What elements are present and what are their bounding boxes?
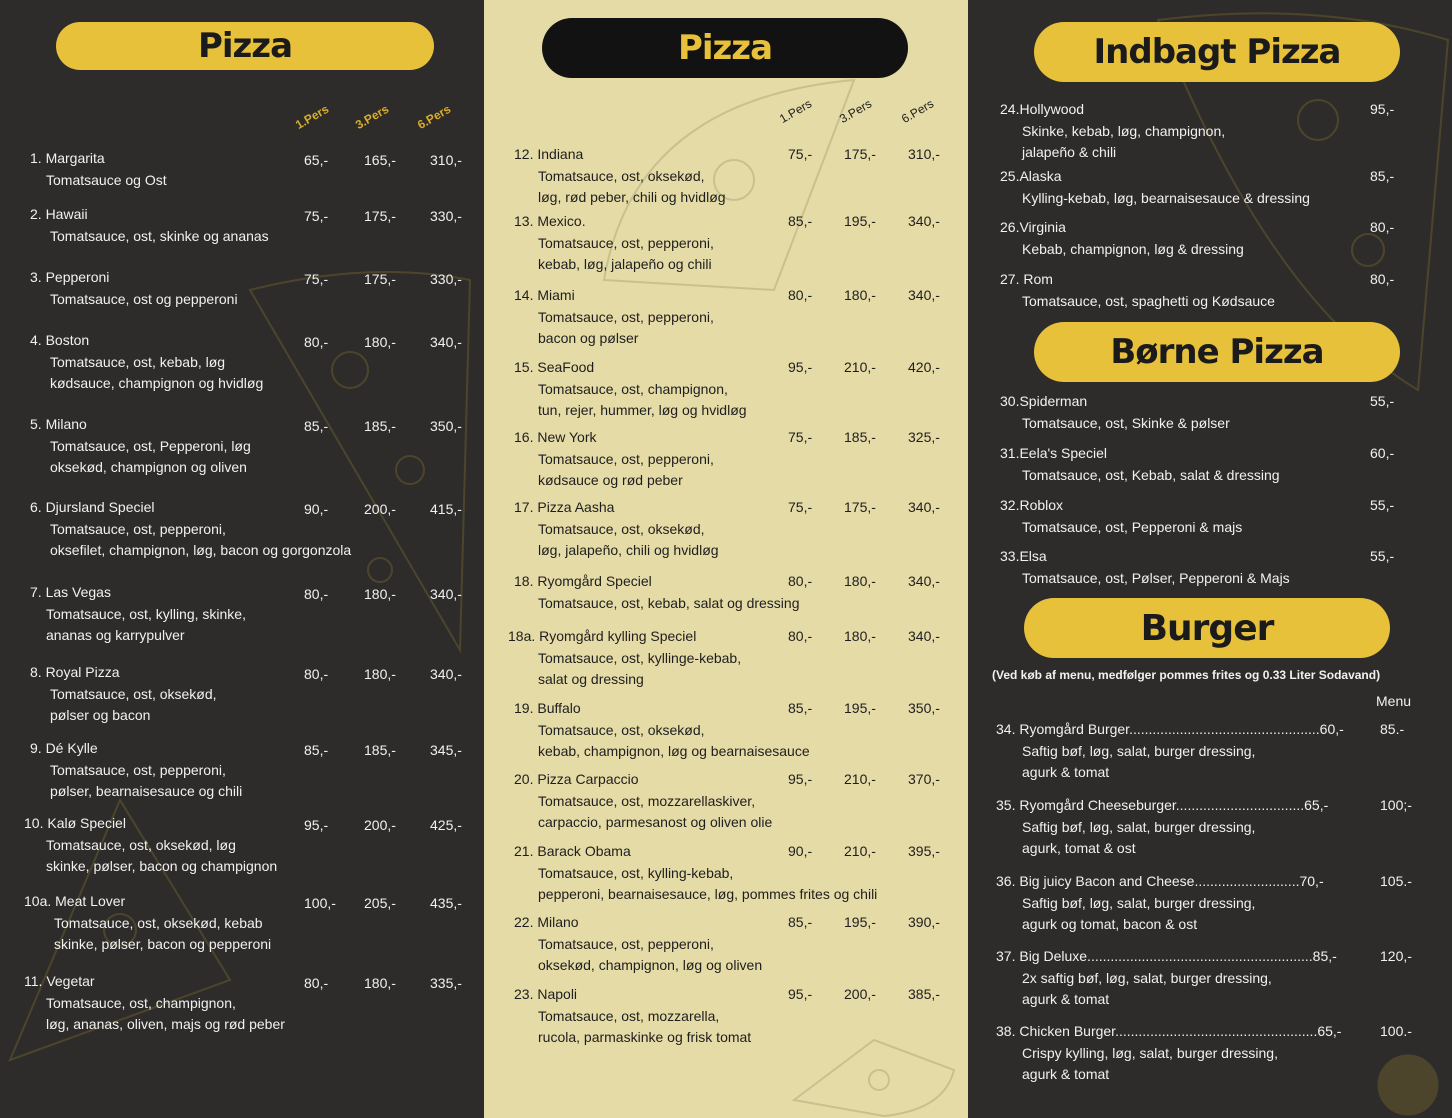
menu-item-price: 175,- (364, 271, 396, 287)
menu-item-price: 200,- (364, 501, 396, 517)
header-6-pers: 6.Pers (899, 96, 937, 126)
menu-item-description: Tomatsauce, ost, Skinke & pølser (1022, 415, 1230, 431)
menu-item-price: 175,- (364, 208, 396, 224)
menu-item-description: Tomatsauce, ost, kebab, løg (50, 354, 226, 370)
menu-item-price: 195,- (844, 914, 876, 930)
menu-item-price: 80,- (788, 573, 813, 589)
menu-item-description: Tomatsauce, ost, oksekød, (50, 686, 217, 702)
menu-item-price: 85,- (304, 742, 329, 758)
menu-item-description: kebab, løg, jalapeño og chili (538, 256, 712, 272)
menu-item-price: 210,- (844, 771, 876, 787)
menu-item-description: agurk og tomat, bacon & ost (1022, 916, 1198, 932)
menu-item-name: 18a. Ryomgård kylling Speciel (508, 628, 697, 644)
menu-item-description: Tomatsauce, ost, champignon, (46, 995, 236, 1011)
menu-item-description: agurk & tomat (1022, 991, 1110, 1007)
menu-price: 120,- (1380, 948, 1412, 964)
menu-item-price: 185,- (364, 418, 396, 434)
burger-item-name: 38. Chicken Burger....................................................65,- (996, 1023, 1342, 1039)
menu-item-name: 26.Virginia (1000, 219, 1066, 235)
menu-item-price: 100,- (304, 895, 336, 911)
menu-item-description: carpaccio, parmesanost og oliven olie (538, 814, 773, 830)
menu-item-price: 80,- (1370, 219, 1395, 235)
menu-item-description: skinke, pølser, bacon og champignon (46, 858, 278, 874)
menu-item-name: 30.Spiderman (1000, 393, 1088, 409)
pizza-slice-sketch-icon (1358, 1040, 1452, 1118)
menu-item-price: 180,- (364, 334, 396, 350)
menu-item-price: 80,- (304, 975, 329, 991)
menu-item-description: pepperoni, bearnaisesauce, løg, pommes frites og chili (538, 886, 878, 902)
menu-item-name: 22. Milano (514, 914, 579, 930)
menu-item-price: 435,- (430, 895, 462, 911)
menu-item-name: 6. Djursland Speciel (30, 499, 155, 515)
menu-item-description: Tomatsauce, ost og pepperoni (50, 291, 238, 307)
menu-item-description: Tomatsauce, ost, oksekød, (538, 168, 705, 184)
menu-item-name: 31.Eela's Speciel (1000, 445, 1107, 461)
menu-item-price: 385,- (908, 986, 940, 1002)
header-3-pers: 3.Pers (837, 96, 875, 126)
menu-item-description: skinke, pølser, bacon og pepperoni (54, 936, 272, 952)
menu-item-name: 7. Las Vegas (30, 584, 111, 600)
menu-item-price: 85,- (788, 213, 813, 229)
menu-item-price: 180,- (844, 573, 876, 589)
menu-item-description: Tomatsauce, ost, oksekød, (538, 521, 705, 537)
menu-item-description: Tomatsauce, ost, pepperoni, (538, 451, 714, 467)
menu-item-description: rucola, parmaskinke og frisk tomat (538, 1029, 752, 1045)
menu-item-name: 25.Alaska (1000, 168, 1062, 184)
header-1-pers: 1.Pers (293, 101, 332, 132)
pizza-slice-sketch-icon (784, 1030, 964, 1118)
burger-item-name: 36. Big juicy Bacon and Cheese...........................70,- (996, 873, 1324, 889)
menu-item-description: løg, ananas, oliven, majs og rød peber (46, 1016, 285, 1032)
menu-item-price: 55,- (1370, 548, 1395, 564)
menu-item-description: løg, jalapeño, chili og hvidløg (538, 542, 719, 558)
menu-item-description: Tomatsauce, ost, pepperoni, (50, 521, 226, 537)
menu-item-name: 3. Pepperoni (30, 269, 110, 285)
menu-item-price: 75,- (304, 208, 329, 224)
menu-item-price: 210,- (844, 843, 876, 859)
menu-item-price: 75,- (788, 429, 813, 445)
menu-item-price: 180,- (364, 666, 396, 682)
menu-item-price: 200,- (844, 986, 876, 1002)
menu-item-price: 340,- (908, 287, 940, 303)
menu-item-description: Tomatsauce, ost, pepperoni, (538, 235, 714, 251)
header-3-pers: 3.Pers (353, 101, 392, 132)
menu-item-description: Tomatsauce, ost, pepperoni, (50, 762, 226, 778)
menu-item-price: 205,- (364, 895, 396, 911)
menu-item-description: Tomatsauce, ost, Kebab, salat & dressing (1022, 467, 1280, 483)
menu-item-description: Kebab, champignon, løg & dressing (1022, 241, 1244, 257)
menu-item-name: 14. Miami (514, 287, 575, 303)
menu-item-price: 85,- (788, 914, 813, 930)
menu-item-name: 10. Kalø Speciel (24, 815, 126, 831)
menu-item-name: 32.Roblox (1000, 497, 1064, 513)
menu-item-price: 340,- (430, 334, 462, 350)
menu-item-price: 340,- (430, 586, 462, 602)
burger-item-name: 37. Big Deluxe..........................................................85,- (996, 948, 1337, 964)
menu-item-price: 340,- (430, 666, 462, 682)
menu-item-description: bacon og pølser (538, 330, 639, 346)
menu-item-description: Tomatsauce, ost, Pepperoni & majs (1022, 519, 1243, 535)
menu-column-header: Menu (1376, 693, 1412, 709)
menu-item-price: 325,- (908, 429, 940, 445)
menu-item-description: Kylling-kebab, løg, bearnaisesauce & dressing (1022, 190, 1310, 206)
menu-item-name: 11. Vegetar (24, 973, 95, 989)
menu-item-description: Tomatsauce, ost, kebab, salat og dressing (538, 595, 800, 611)
menu-item-description: kebab, champignon, løg og bearnaisesauce (538, 743, 810, 759)
menu-item-price: 180,- (844, 628, 876, 644)
menu-item-name: 15. SeaFood (514, 359, 595, 375)
menu-item-price: 415,- (430, 501, 462, 517)
menu-price: 100.- (1380, 1023, 1412, 1039)
menu-price: 85.- (1380, 721, 1405, 737)
section-title-pizza-2: Pizza (542, 18, 908, 78)
menu-item-name: 13. Mexico. (514, 213, 586, 229)
menu-item-description: Tomatsauce, ost, oksekød, (538, 722, 705, 738)
menu-item-price: 335,- (430, 975, 462, 991)
menu-item-name: 4. Boston (30, 332, 90, 348)
menu-item-description: ananas og karrypulver (46, 627, 185, 643)
menu-item-price: 55,- (1370, 497, 1395, 513)
header-6-pers: 6.Pers (415, 101, 454, 132)
menu-item-price: 85,- (788, 700, 813, 716)
menu-item-name: 17. Pizza Aasha (514, 499, 615, 515)
menu-item-price: 185,- (844, 429, 876, 445)
menu-item-price: 180,- (844, 287, 876, 303)
menu-item-price: 310,- (908, 146, 940, 162)
menu-item-description: Tomatsauce, ost, mozzarella, (538, 1008, 720, 1024)
menu-item-description: Tomatsauce, ost, kylling-kebab, (538, 865, 734, 881)
menu-item-description: Tomatsauce, ost, mozzarellaskiver, (538, 793, 756, 809)
section-title-borne-pizza: Børne Pizza (1034, 322, 1400, 382)
menu-item-price: 55,- (1370, 393, 1395, 409)
menu-item-price: 180,- (364, 586, 396, 602)
menu-item-name: 21. Barack Obama (514, 843, 631, 859)
menu-item-price: 425,- (430, 817, 462, 833)
menu-item-description: jalapeño & chili (1022, 144, 1117, 160)
menu-item-price: 80,- (788, 628, 813, 644)
menu-item-name: 5. Milano (30, 416, 87, 432)
menu-item-price: 95,- (1370, 101, 1395, 117)
menu-item-name: 19. Buffalo (514, 700, 581, 716)
menu-item-price: 345,- (430, 742, 462, 758)
menu-item-description: tun, rejer, hummer, løg og hvidløg (538, 402, 747, 418)
menu-item-name: 9. Dé Kylle (30, 740, 98, 756)
menu-item-description: oksekød, champignon og oliven (50, 459, 247, 475)
menu-item-price: 90,- (304, 501, 329, 517)
menu-item-description: Saftig bøf, løg, salat, burger dressing, (1022, 819, 1256, 835)
menu-item-description: Crispy kylling, løg, salat, burger dressing, (1022, 1045, 1278, 1061)
menu-item-description: agurk, tomat & ost (1022, 840, 1136, 856)
menu-item-price: 80,- (304, 586, 329, 602)
menu-item-price: 195,- (844, 700, 876, 716)
menu-item-description: Tomatsauce, ost, pepperoni, (538, 936, 714, 952)
menu-item-price: 85,- (1370, 168, 1395, 184)
menu-item-description: Saftig bøf, løg, salat, burger dressing, (1022, 895, 1256, 911)
menu-column-2 (484, 0, 968, 1118)
menu-item-name: 1. Margarita (30, 150, 105, 166)
menu-item-price: 80,- (304, 666, 329, 682)
pizza-slice-sketch-icon (230, 250, 480, 670)
menu-item-price: 420,- (908, 359, 940, 375)
menu-item-description: Tomatsauce, ost, skinke og ananas (50, 228, 269, 244)
menu-item-price: 80,- (788, 287, 813, 303)
menu-item-name: 20. Pizza Carpaccio (514, 771, 639, 787)
header-1-pers: 1.Pers (777, 96, 815, 126)
menu-item-description: Tomatsauce, ost, pepperoni, (538, 309, 714, 325)
menu-column-3 (968, 0, 1452, 1118)
burger-item-name: 35. Ryomgård Cheeseburger.................................65,- (996, 797, 1329, 813)
menu-item-price: 175,- (844, 146, 876, 162)
menu-item-price: 80,- (1370, 271, 1395, 287)
menu-item-price: 75,- (788, 146, 813, 162)
menu-item-description: oksekød, champignon, løg og oliven (538, 957, 763, 973)
menu-item-description: 2x saftig bøf, løg, salat, burger dressing, (1022, 970, 1272, 986)
menu-item-name: 18. Ryomgård Speciel (514, 573, 652, 589)
menu-item-price: 195,- (844, 213, 876, 229)
menu-item-name: 27. Rom (1000, 271, 1053, 287)
menu-item-name: 10a. Meat Lover (24, 893, 126, 909)
menu-item-price: 340,- (908, 213, 940, 229)
menu-item-name: 8. Royal Pizza (30, 664, 120, 680)
menu-item-price: 310,- (430, 152, 462, 168)
menu-item-price: 210,- (844, 359, 876, 375)
menu-item-description: pølser, bearnaisesauce og chili (50, 783, 243, 799)
menu-item-price: 185,- (364, 742, 396, 758)
menu-item-price: 90,- (788, 843, 813, 859)
menu-item-price: 95,- (788, 359, 813, 375)
menu-item-price: 95,- (788, 986, 813, 1002)
burger-item-name: 34. Ryomgård Burger.................................................60,- (996, 721, 1344, 737)
menu-item-description: Saftig bøf, løg, salat, burger dressing, (1022, 743, 1256, 759)
menu-item-price: 75,- (304, 271, 329, 287)
menu-item-description: løg, rød peber, chili og hvidløg (538, 189, 726, 205)
section-title-pizza: Pizza (56, 22, 434, 70)
menu-item-description: Tomatsauce og Ost (46, 172, 167, 188)
menu-item-name: 33.Elsa (1000, 548, 1047, 564)
menu-item-price: 75,- (788, 499, 813, 515)
menu-item-name: 2. Hawaii (30, 206, 88, 222)
menu-item-description: Skinke, kebab, løg, champignon, (1022, 123, 1226, 139)
menu-item-price: 370,- (908, 771, 940, 787)
menu-item-name: 24.Hollywood (1000, 101, 1085, 117)
menu-item-description: agurk & tomat (1022, 1066, 1110, 1082)
menu-item-price: 330,- (430, 208, 462, 224)
menu-item-price: 65,- (304, 152, 329, 168)
menu-item-price: 60,- (1370, 445, 1395, 461)
menu-item-price: 80,- (304, 334, 329, 350)
menu-item-description: Tomatsauce, ost, Pølser, Pepperoni & Majs (1022, 570, 1290, 586)
menu-item-description: Tomatsauce, ost, champignon, (538, 381, 728, 397)
menu-item-description: pølser og bacon (50, 707, 151, 723)
menu-item-price: 95,- (788, 771, 813, 787)
menu-item-description: Tomatsauce, ost, Pepperoni, løg (50, 438, 251, 454)
menu-item-price: 330,- (430, 271, 462, 287)
menu-item-price: 390,- (908, 914, 940, 930)
burger-menu-note: (Ved køb af menu, medfølger pommes frites og 0.33 Liter Sodavand) (992, 668, 1381, 682)
section-title-indbagt-pizza: Indbagt Pizza (1034, 22, 1400, 82)
menu-item-price: 165,- (364, 152, 396, 168)
menu-item-description: oksefilet, champignon, løg, bacon og gorgonzola (50, 542, 352, 558)
menu-price: 100;- (1380, 797, 1412, 813)
menu-column-1 (0, 0, 484, 1118)
menu-item-name: 16. New York (514, 429, 597, 445)
menu-item-price: 340,- (908, 499, 940, 515)
menu-item-name: 23. Napoli (514, 986, 578, 1002)
menu-item-description: Tomatsauce, ost, spaghetti og Kødsauce (1022, 293, 1275, 309)
menu-item-price: 95,- (304, 817, 329, 833)
menu-item-price: 175,- (844, 499, 876, 515)
menu-item-description: Tomatsauce, ost, oksekød, kebab (54, 915, 263, 931)
menu-item-price: 200,- (364, 817, 396, 833)
menu-item-description: Tomatsauce, ost, kylling, skinke, (46, 606, 246, 622)
menu-item-price: 180,- (364, 975, 396, 991)
menu-item-description: kødsauce og rød peber (538, 472, 683, 488)
menu-item-description: agurk & tomat (1022, 764, 1110, 780)
menu-item-price: 340,- (908, 573, 940, 589)
menu-item-name: 12. Indiana (514, 146, 584, 162)
menu-item-description: kødsauce, champignon og hvidløg (50, 375, 264, 391)
menu-item-description: salat og dressing (538, 671, 644, 687)
menu-item-price: 85,- (304, 418, 329, 434)
menu-item-description: Tomatsauce, ost, kyllinge-kebab, (538, 650, 742, 666)
menu-item-price: 340,- (908, 628, 940, 644)
section-title-burger: Burger (1024, 598, 1390, 658)
menu-item-price: 350,- (908, 700, 940, 716)
menu-price: 105.- (1380, 873, 1412, 889)
menu-item-description: Tomatsauce, ost, oksekød, løg (46, 837, 236, 853)
menu-item-price: 395,- (908, 843, 940, 859)
menu-item-price: 350,- (430, 418, 462, 434)
